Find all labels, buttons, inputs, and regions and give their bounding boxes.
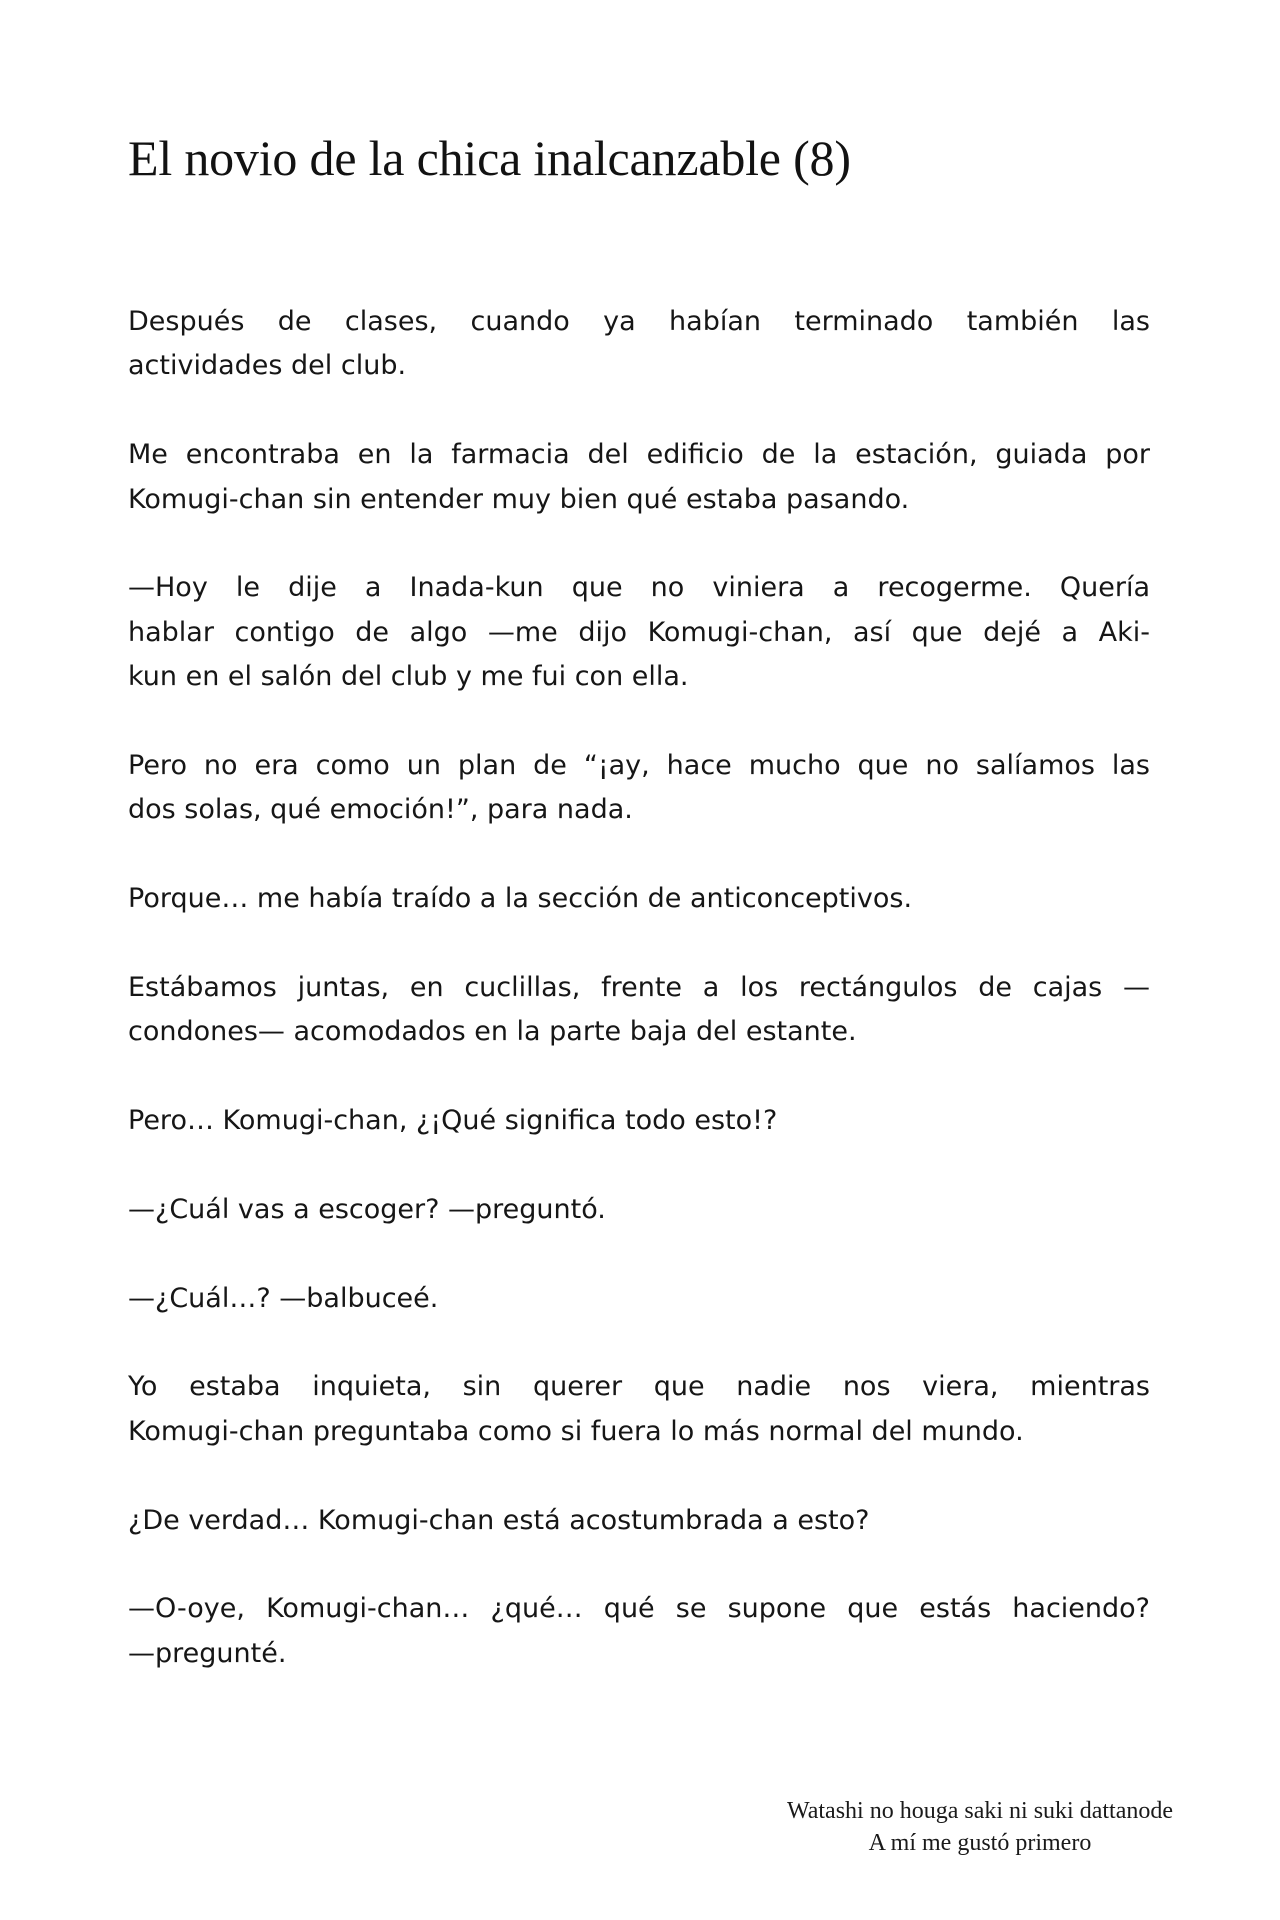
series-title-romaji: Watashi no houga saki ni suki dattanode bbox=[787, 1798, 1173, 1824]
text-line: kun en el salón del club y me fui con ella. bbox=[128, 661, 689, 693]
chapter-title: El novio de la chica inalcanzable (8) bbox=[128, 130, 851, 186]
text-line: dos solas, qué emoción!”, para nada. bbox=[128, 794, 633, 826]
text-line: Komugi-chan preguntaba como si fuera lo más normal del mundo. bbox=[128, 1415, 1024, 1447]
paragraph bbox=[128, 433, 1150, 522]
text-line: Pero… Komugi-chan, ¿¡Qué significa todo esto!? bbox=[128, 1105, 778, 1137]
paragraph bbox=[128, 1188, 1150, 1232]
paragraph bbox=[128, 1099, 1150, 1143]
text-line: Estábamos juntas, en cuclillas, frente a los rectángulos de cajas — bbox=[128, 971, 1150, 1003]
chapter-body bbox=[128, 300, 1150, 1676]
text-line: —pregunté. bbox=[128, 1637, 287, 1669]
text-line: —¿Cuál…? —balbuceé. bbox=[128, 1282, 439, 1314]
text-line: Me encontraba en la farmacia del edificio de la estación, guiada por bbox=[128, 439, 1150, 471]
text-line: Komugi-chan sin entender muy bien qué estaba pasando. bbox=[128, 483, 910, 515]
paragraph bbox=[128, 966, 1150, 1055]
text-line: Pero no era como un plan de “¡ay, hace mucho que no salíamos las bbox=[128, 749, 1150, 781]
series-title-spanish: A mí me gustó primero bbox=[868, 1830, 1092, 1856]
text-line: —O-oye, Komugi-chan… ¿qué… qué se supone que estás haciendo? bbox=[128, 1593, 1150, 1625]
paragraph bbox=[128, 1365, 1150, 1454]
text-line: ¿De verdad… Komugi-chan está acostumbrada a esto? bbox=[128, 1504, 870, 1536]
paragraph bbox=[128, 1277, 1150, 1321]
text-line: —¿Cuál vas a escoger? —preguntó. bbox=[128, 1193, 606, 1225]
text-line: Porque… me había traído a la sección de anticonceptivos. bbox=[128, 883, 913, 915]
text-line: Después de clases, cuando ya habían terminado también las bbox=[128, 306, 1150, 337]
page-footer bbox=[740, 1795, 1220, 1859]
paragraph bbox=[128, 744, 1150, 833]
paragraph bbox=[128, 300, 1150, 389]
text-line: Yo estaba inquieta, sin querer que nadie nos viera, mientras bbox=[128, 1371, 1150, 1403]
text-line: condones— acomodados en la parte baja del estante. bbox=[128, 1016, 857, 1048]
paragraph bbox=[128, 877, 1150, 921]
text-line: —Hoy le dije a Inada-kun que no viniera a recogerme. Quería bbox=[128, 572, 1150, 604]
paragraph bbox=[128, 1499, 1150, 1543]
paragraph bbox=[128, 1587, 1150, 1676]
text-line: actividades del club. bbox=[128, 350, 407, 382]
paragraph bbox=[128, 566, 1150, 699]
text-line: hablar contigo de algo —me dijo Komugi-chan, así que dejé a Aki- bbox=[128, 616, 1150, 648]
